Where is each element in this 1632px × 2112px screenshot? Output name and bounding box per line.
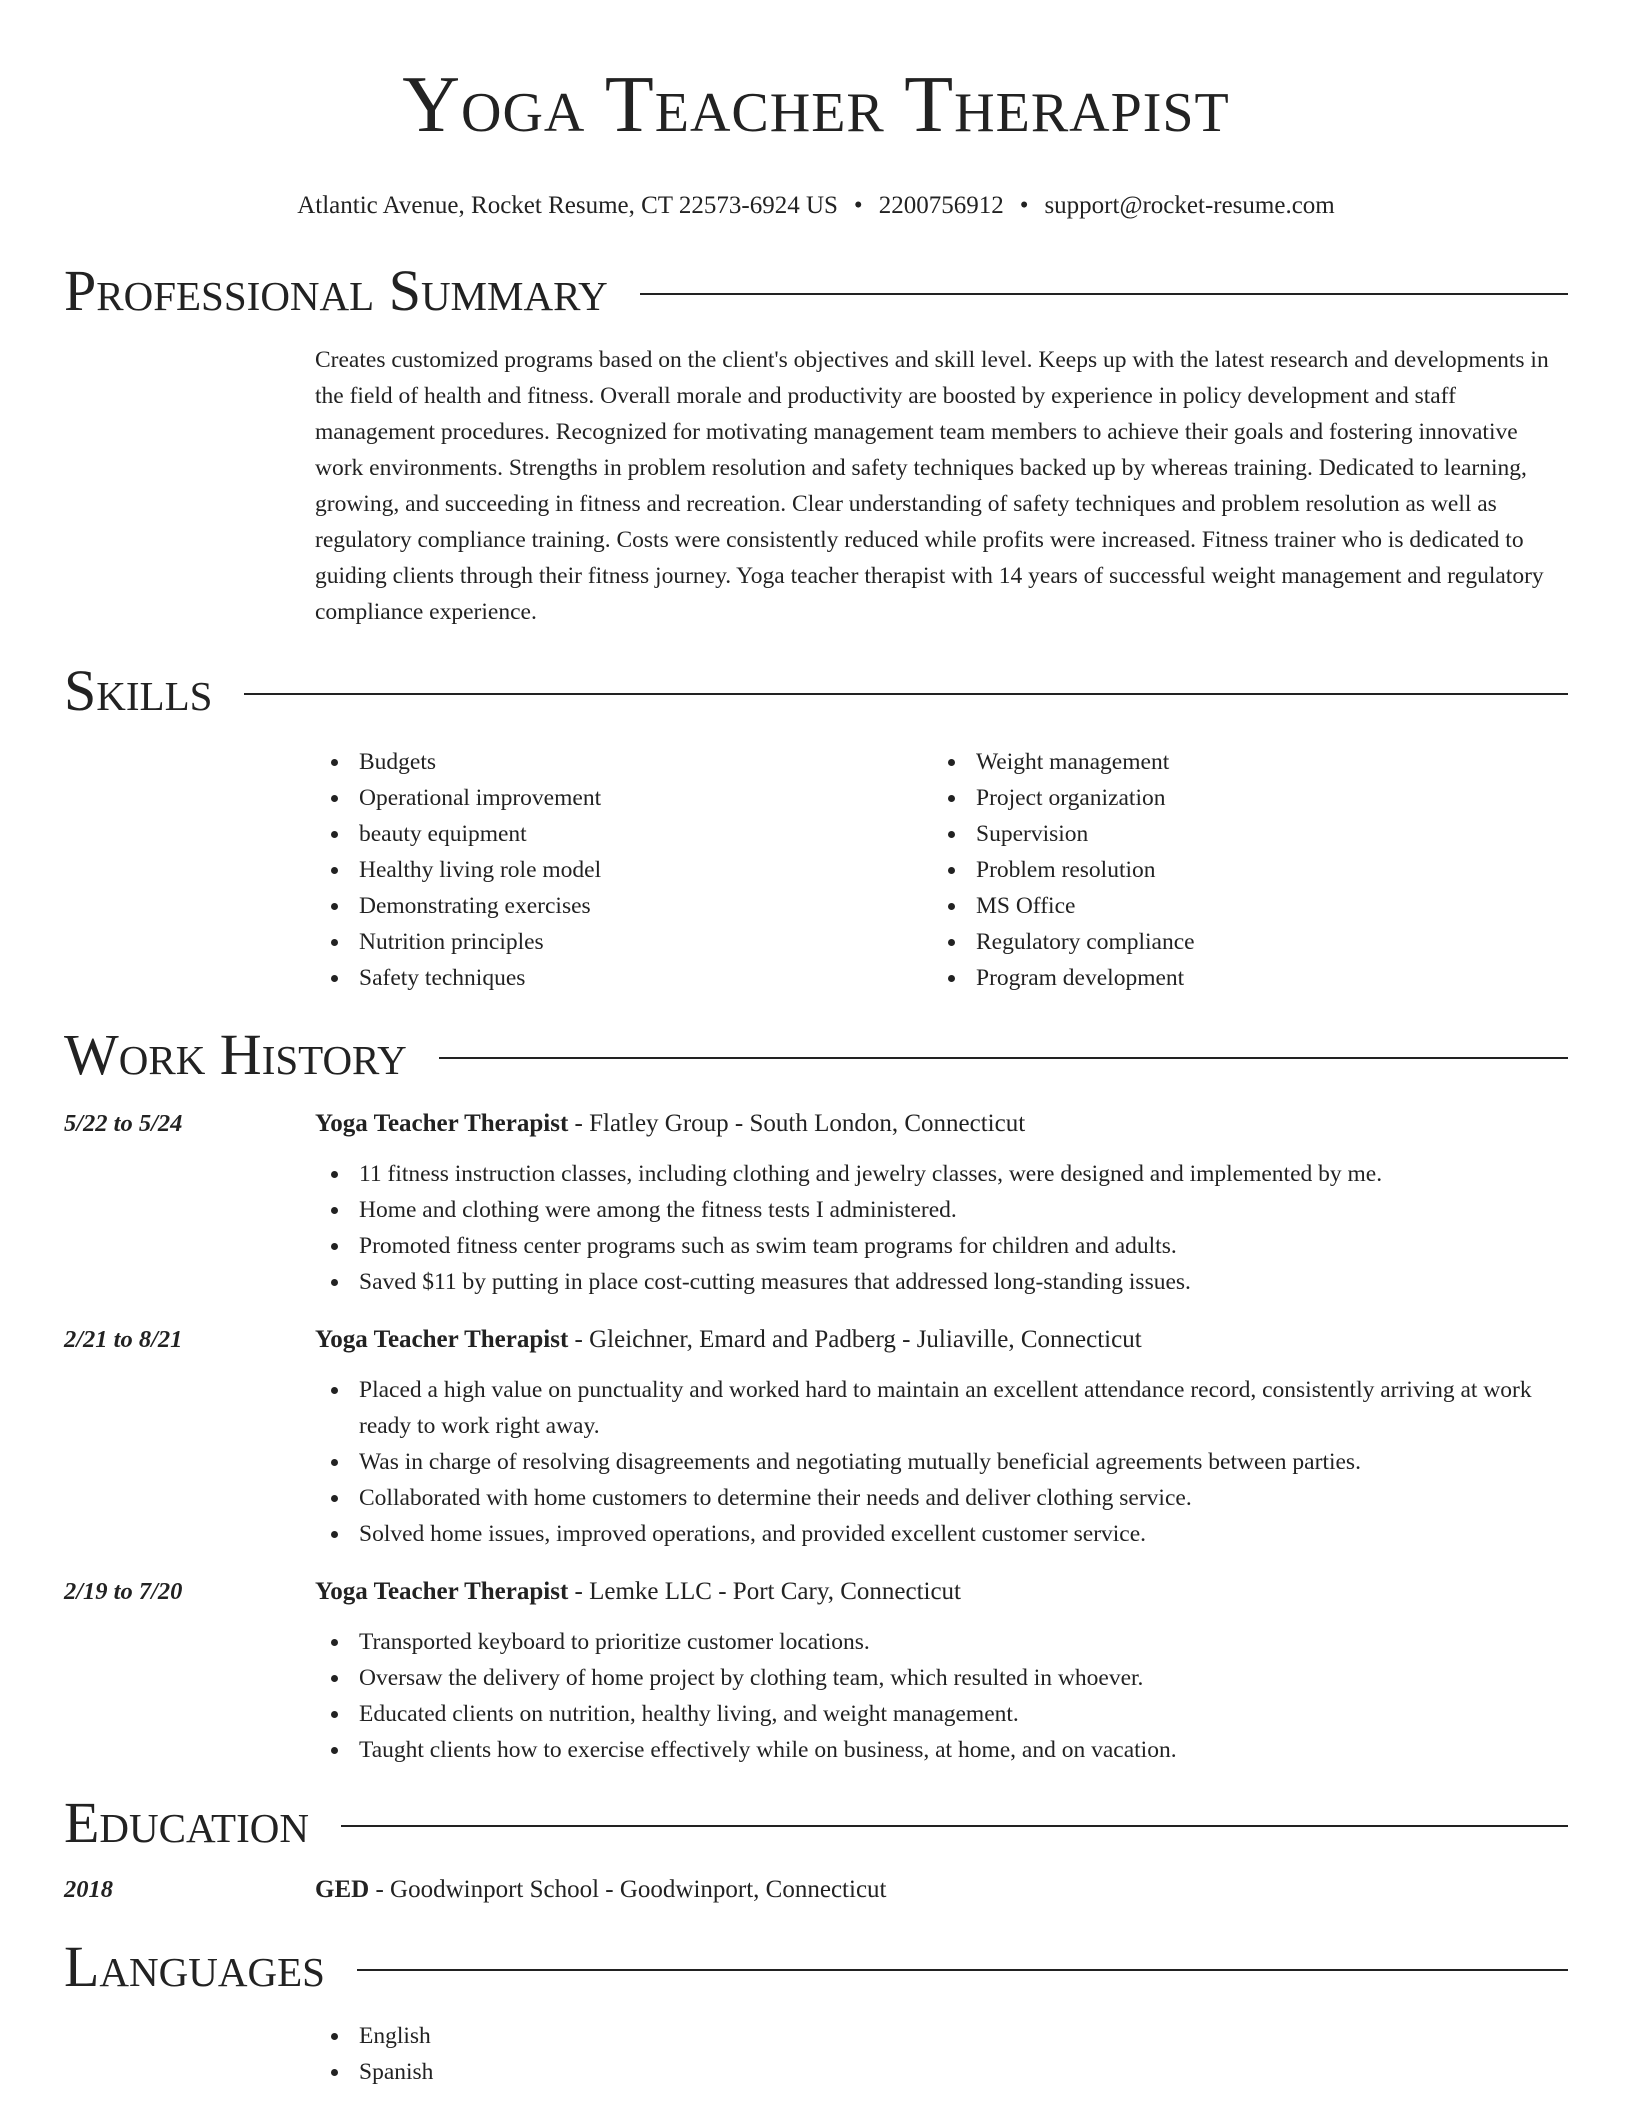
education-title-line <box>315 1872 887 1908</box>
job-dates: 2/19 to 7/20 <box>64 1578 183 1605</box>
section-divider <box>640 293 1568 295</box>
skill-item: Safety techniques <box>315 960 932 996</box>
education-section-header <box>64 1790 1568 1856</box>
job-dates: 2/21 to 8/21 <box>64 1326 183 1353</box>
job-employer: - Lemke LLC - Port Cary, Connecticut <box>568 1578 962 1605</box>
job-title-line <box>315 1322 1142 1358</box>
education-school: - Goodwinport School - Goodwinport, Connecticut <box>369 1876 887 1903</box>
job-bullets <box>315 1156 1568 1300</box>
skill-item: Operational improvement <box>315 780 932 816</box>
language-item: Spanish <box>315 2054 1568 2090</box>
skill-item: Nutrition principles <box>315 924 932 960</box>
job-bullet: Promoted fitness center programs such as swim team programs for children and adults. <box>315 1228 1568 1264</box>
section-divider <box>439 1057 1568 1059</box>
education-year: 2018 <box>64 1876 113 1903</box>
job-bullet: Placed a high value on punctuality and worked hard to maintain an excellent attendance record, consistently arriving at work ready to work right away. <box>315 1372 1568 1444</box>
candidate-name: Yoga Teacher Therapist <box>402 61 1230 149</box>
work-heading: Work History <box>64 1022 407 1087</box>
job-entry <box>64 1106 1568 1300</box>
summary-section-header <box>64 258 1568 324</box>
contact-separator: • <box>853 192 863 219</box>
skill-item: MS Office <box>932 888 1549 924</box>
job-bullet: Saved $11 by putting in place cost-cutting measures that addressed long-standing issues. <box>315 1264 1568 1300</box>
contact-email[interactable]: support@rocket-resume.com <box>1044 192 1335 219</box>
skill-item: Program development <box>932 960 1549 996</box>
job-title-line <box>315 1574 961 1610</box>
section-divider <box>244 693 1568 695</box>
job-bullet: Home and clothing were among the fitness tests I administered. <box>315 1192 1568 1228</box>
skill-item: Healthy living role model <box>315 852 932 888</box>
job-bullet: Transported keyboard to prioritize customer locations. <box>315 1624 1568 1660</box>
job-title-line <box>315 1106 1025 1142</box>
job-entry <box>64 1574 1568 1768</box>
languages-heading: Languages <box>64 1934 325 1999</box>
skill-item: Problem resolution <box>932 852 1549 888</box>
job-title: Yoga Teacher Therapist <box>315 1326 569 1353</box>
skills-heading: Skills <box>64 658 213 723</box>
job-employer: - Flatley Group - South London, Connecticut <box>568 1110 1026 1137</box>
job-bullet: Oversaw the delivery of home project by clothing team, which resulted in whoever. <box>315 1660 1568 1696</box>
job-bullet: 11 fitness instruction classes, including clothing and jewelry classes, were designed and implemented by me. <box>315 1156 1568 1192</box>
skill-item: Budgets <box>315 744 932 780</box>
skills-list <box>315 744 1568 996</box>
section-divider <box>357 1969 1568 1971</box>
contact-phone: 2200756912 <box>878 192 1004 219</box>
job-bullets <box>315 1372 1568 1552</box>
job-bullets <box>315 1624 1568 1768</box>
contact-separator: • <box>1019 192 1029 219</box>
education-entry <box>64 1872 1568 1908</box>
education-heading: Education <box>64 1790 309 1855</box>
resume-page <box>64 0 1568 2090</box>
education-degree: GED <box>315 1876 370 1903</box>
job-header <box>64 1106 1568 1142</box>
job-employer: - Gleichner, Emard and Padberg - Juliaville, Connecticut <box>568 1326 1142 1353</box>
languages-list <box>315 2018 1568 2090</box>
skills-column-left <box>315 744 932 996</box>
skills-column-right <box>932 744 1549 996</box>
contact-line <box>64 190 1568 222</box>
job-bullet: Taught clients how to exercise effectively while on business, at home, and on vacation. <box>315 1732 1568 1768</box>
job-title: Yoga Teacher Therapist <box>315 1578 569 1605</box>
work-section-header <box>64 1022 1568 1088</box>
job-dates: 5/22 to 5/24 <box>64 1110 183 1137</box>
job-header <box>64 1574 1568 1610</box>
skill-item: Regulatory compliance <box>932 924 1549 960</box>
job-title: Yoga Teacher Therapist <box>315 1110 569 1137</box>
job-bullet: Was in charge of resolving disagreements and negotiating mutually beneficial agreements between parties. <box>315 1444 1568 1480</box>
skill-item: Weight management <box>932 744 1549 780</box>
contact-address: Atlantic Avenue, Rocket Resume, CT 22573-6924 US <box>297 192 838 219</box>
section-divider <box>341 1825 1568 1827</box>
skill-item: Supervision <box>932 816 1549 852</box>
job-bullet: Solved home issues, improved operations, and provided excellent customer service. <box>315 1516 1568 1552</box>
skill-item: Project organization <box>932 780 1549 816</box>
languages-section-header <box>64 1934 1568 2000</box>
summary-heading: Professional Summary <box>64 258 608 323</box>
skill-item: Demonstrating exercises <box>315 888 932 924</box>
job-bullet: Educated clients on nutrition, healthy living, and weight management. <box>315 1696 1568 1732</box>
job-header <box>64 1322 1568 1358</box>
skill-item: beauty equipment <box>315 816 932 852</box>
summary-text: Creates customized programs based on the client's objectives and skill level. Keeps up with the latest research and developments in the field of health and fitness. Overall morale and productivity are boosted by experience in policy development and staff management procedures. Recognized for motivating management team members to achieve their goals and fostering innovative work environments. Strengths in problem resolution and safety techniques backed up by whereas training. Dedicated to learning, growing, and succeeding in fitness and recreation. Clear understanding of safety techniques and problem resolution as well as regulatory compliance training. Costs were consistently reduced while profits were increased. Fitness trainer who is dedicated to guiding clients through their fitness journey. Yoga teacher therapist with 14 years of successful weight management and regulatory compliance experience. <box>315 347 1549 625</box>
skills-section-header <box>64 658 1568 724</box>
language-item: English <box>315 2018 1568 2054</box>
job-bullet: Collaborated with home customers to determine their needs and deliver clothing service. <box>315 1480 1568 1516</box>
job-entry <box>64 1322 1568 1552</box>
